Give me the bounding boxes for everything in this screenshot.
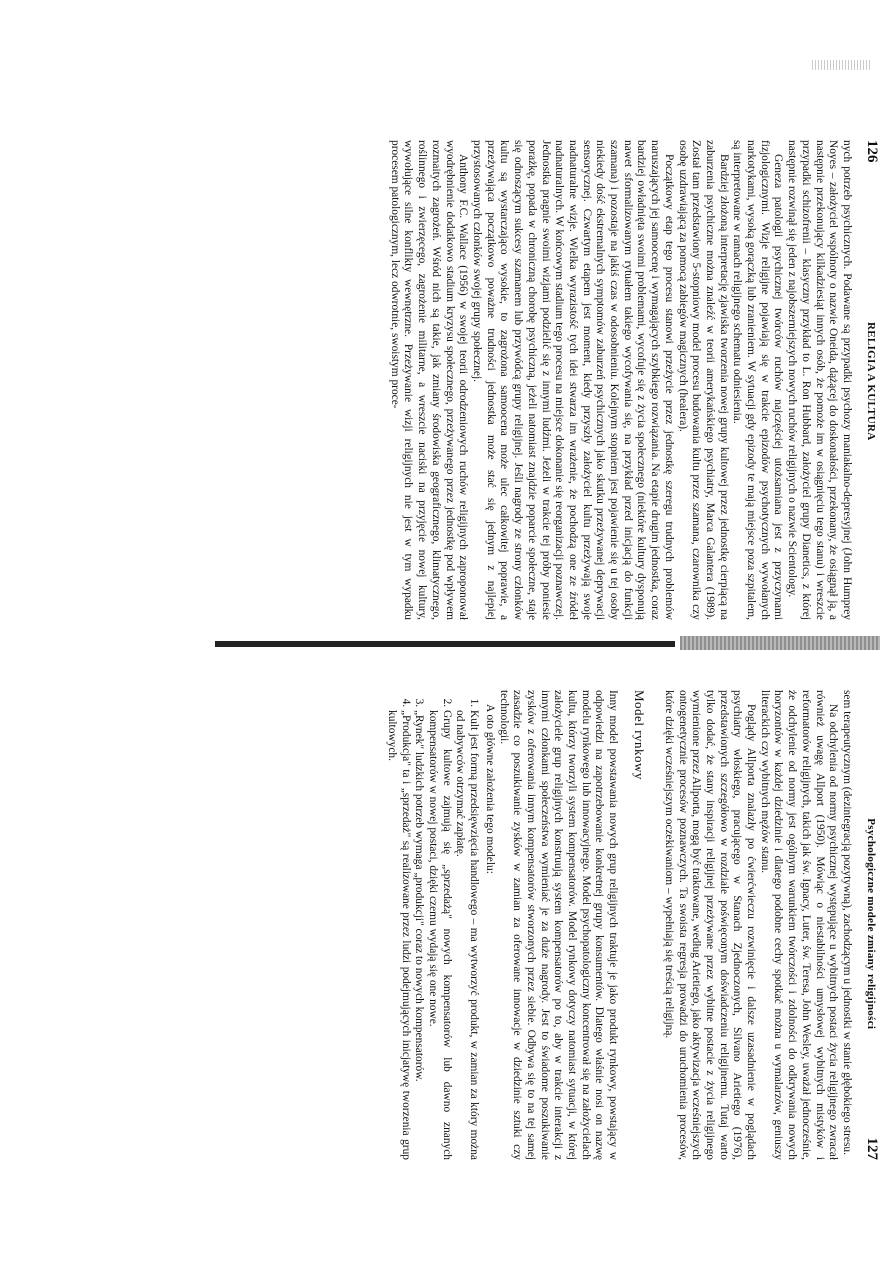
scan-artifact — [812, 60, 872, 70]
right-running-title: Psychologiczne modele zmiany religijności — [865, 818, 877, 1030]
left-running-head — [863, 140, 880, 620]
left-page-number: 126 — [864, 140, 880, 163]
left-page — [130, 140, 880, 620]
right-paragraph: sem terapeutycznym (dezintegracją pozytywną), zachodzącym u jednostki w stanie głębokiego stresu. — [841, 690, 853, 1155]
page-gutter-shadow-right — [680, 636, 880, 650]
right-paragraph: Na odchylenia od normy psychicznej występujące u wybitnych postaci życia religijnego zwracał również uwagę Allport (1950). Mówiąc o niestabilności umysłowej wybitnych mistyków i reformatorów religijnych, takich jak św. Ignacy, Luter, św. Teresa, John Wesley, uważał jednocześnie, że odchylenie od normy jest ogólnym warunkiem twórczości i zdolności do odkrywania nowych horyzontów w każdej dziedzinie i dlatego podobne cechy spotkać można u wymalarzów, geniuszy literackich czy wybitnych mężów stanu. — [758, 690, 840, 1160]
list-item: 2. Grupy kultowe zajmują się „sprzedażą" nowych kompensatorów lub dawno znanych kompensatorów w nowej postaci, dzięki czemu wydają się one nowe. — [425, 710, 452, 1160]
left-paragraph: Anthony F.C. Wallace (1956) w swojej teorii odrodzeniowych ruchów religijnych zaproponował wyodrębnienie dodatkowo stadium kryzysu społecznego, przeżywanego przez jednostkę pod wpływem rozmaitych zagrożeń. Wśród nich są takie, jak zmiany środowiska geograficznego, klimatycznego, roślinnego i zwierzęcego, zagrożenie militarne, a wreszcie naciski na przyjęcie nowej kultury, wywołujące silne konflikty wewnętrzne. Przeżywanie wizji religijnych nie jest w tym wypadku procesem patologicznym, lecz odwrotnie, swoistym proce- — [388, 140, 470, 620]
list-item: 1. Kult jest formą przedsięwzięcia handlowego – ma wytworzyć produkt, w zamian za który można od nabywców otrzymać zapłatę. — [453, 710, 480, 1160]
section-heading: Model rynkowy — [632, 690, 648, 780]
list-item: 4. „Produkcja" ta i „sprzedaż" są realizowane przez ludzi podejmujących inicjatywę tworzenia grup kultowych. — [384, 710, 411, 1160]
right-running-head — [863, 690, 880, 1160]
left-paragraph: Początkowy etap tego procesu stanowi przeżycie przez jednostkę szeregu trudnych problemów naruszających jej samoocenę i wymagających szybkiego rozwiązania. Na etapie drugim jednostka, coraz bardziej owładnięta swoimi problemami, wycofuje się z życia społecznego (niektóre kultury dysponują nawet sformalizowanym rytuałem takiego wycofywania się, na przykład przed inicjacją do funkcji szamana) i pozostaje na jakiś czas w odosobnieniu. Kolejnym stopniem jest pojawienie się u tej osoby niekiedy dość ekstremalnych symptomów zaburzeń psychicznych jako skutku przeżywanej deprywacji sensorycznej. Czwartym etapem jest moment, kiedy przyszły założyciel kultu przeżywają swoje nadnaturalne wizje. Wielka wyrazistość tych idei stwarza im wrażenie, że pochodzą one ze źródeł nadnaturalnych. W końcowym stadium tego procesu na miejsce dokonanie się reorganizacji poznawczej. Jednostka pragnie swoimi wizjami podzielić się z innymi ludźmi. Jeżeli w trakcie tej próby poniesie porażkę, popada w chroniczną chorobę psychiczną, jeżeli natomiast znajdzie poparcie społeczne, staje się odnoszącym sukcesy szamanem lub przywódcą grupy religijnej. Jeśli nagrody ze strony członków kultu są wystarczająco wysokie, to zagrożona samoocena może ulec całkowitej poprawie, a przeżywająca początkowo poważne trudności jednostka może stać się jednym z najlepiej przystosowanych członków swojej grupy społecznej. — [471, 140, 675, 620]
right-page-number: 127 — [864, 1137, 880, 1160]
left-paragraph: Bardziej złożoną interpretację zjawiska tworzenia nowej grupy kultowej przez jednostkę cierpiącą na zaburzenia psychiczne można znaleźć w teorii amerykańskiego psychiatry, Marca Galantera (1989). Został tam przedstawiony 5-stopniowy model procesu budowania kultu przez szamana, czarownika czy osobę uzdrawiającą za pomocą zabiegów magicznych (healera). — [676, 140, 730, 620]
left-paragraph: nych potrzeb psychicznych. Podawane są przypadki psychozy maniakalno-depresyjnej (John Humprey Noyes – założyciel wspólnoty o nazwie Oneida, dążącej do doskonałości, przekonany, że osiągnął ją, a następnie przekonujący kilkadziesiąt innych osób, że pomoże im w osiągnięciu tego stanu) i wreszcie przypadki schizofrenii – klasyczny przykład to L. Ron Hubbard, założyciel grupy Dianetics, z której następnie rozwinął się jeden z najobszerniejszych nowych ruchów religijnych o nazwie Scientology. — [786, 140, 853, 620]
right-paragraph: Inny model powstawania nowych grup religijnych traktuje je jako produkt rynkowy, powstający w odpowiedzi na zapotrzebowanie konkretnej grupy konsumentów. Dlatego właśnie nosi on nazwę modelu rynkowego lub innowacyjnego. Model psychopatologiczny koncentrował się na założycielach kultu, którzy tworzyli system kompensatorów. Model rynkowy dotyczy natomiast sytuacji, w której założyciele grup religijnych konstruują system kompensatorów po to, aby w trakcie interakcji z innymi członkami społeczeństwa wymieniać je za duże nagrody. Jest to świadome poszukiwanie zysków z oferowania innym kompensatorów stworzonych przez siebie. Odbywa się to na tej samej zasadzie co poszukiwanie zysków w zamian za oferowane innowacje w dziedzinie sztuki czy technologii. — [497, 690, 620, 1160]
left-paragraph: Geneza patologii psychicznej twórców ruchów najczęściej utożsamiana jest z przyczynami fizjologicznymi. Wizje religijne pojawiają się w trakcie epizodów psychotycznych wywołanych narkotykami, wysoką gorączką lub zranieniem. W sytuacji gdy epizody te mają miejsce poza szpitalem, są interpretowane w ramach religijnego schematu odniesienia. — [731, 140, 785, 620]
left-running-title: RELIGIA A KULTURA — [865, 322, 877, 441]
assumptions-list — [384, 690, 480, 1160]
page-gutter-shadow — [215, 641, 675, 647]
right-paragraph: A oto główne założenia tego modelu: — [483, 704, 496, 874]
right-page — [130, 690, 880, 1160]
list-item: 3. „Rynek" ludzkich potrzeb wymaga „produkcji" coraz to nowych kompensatorów. — [412, 710, 426, 1160]
right-paragraph: Poglądy Allporta znalazły po ćwierćwieczu rozwinięcie i dalsze uzasadnienie w poglądach psychiatry włoskiego, pracującego w Stanach Zjednoczonych, Silvano Arietiego (1976), przedstawionych szczegółowo w rozdziale poświęconym doświadczeniu religijnemu. Tutaj warto tylko dodać, że stany inspiracji religijnej przeżywane przez wybitne postacie z życia religijnego wymienione przez Allporta, mogą być traktowane, według Arietiego, jako aktywizacja wcześniejszych ontogenetycznie procesów poznawczych. Ta swoista regresja prowadzi do uruchomienia procesów, które dzięki wcześniejszym oczekiwaniom – wypełniają się treścią religijną. — [662, 690, 758, 1160]
